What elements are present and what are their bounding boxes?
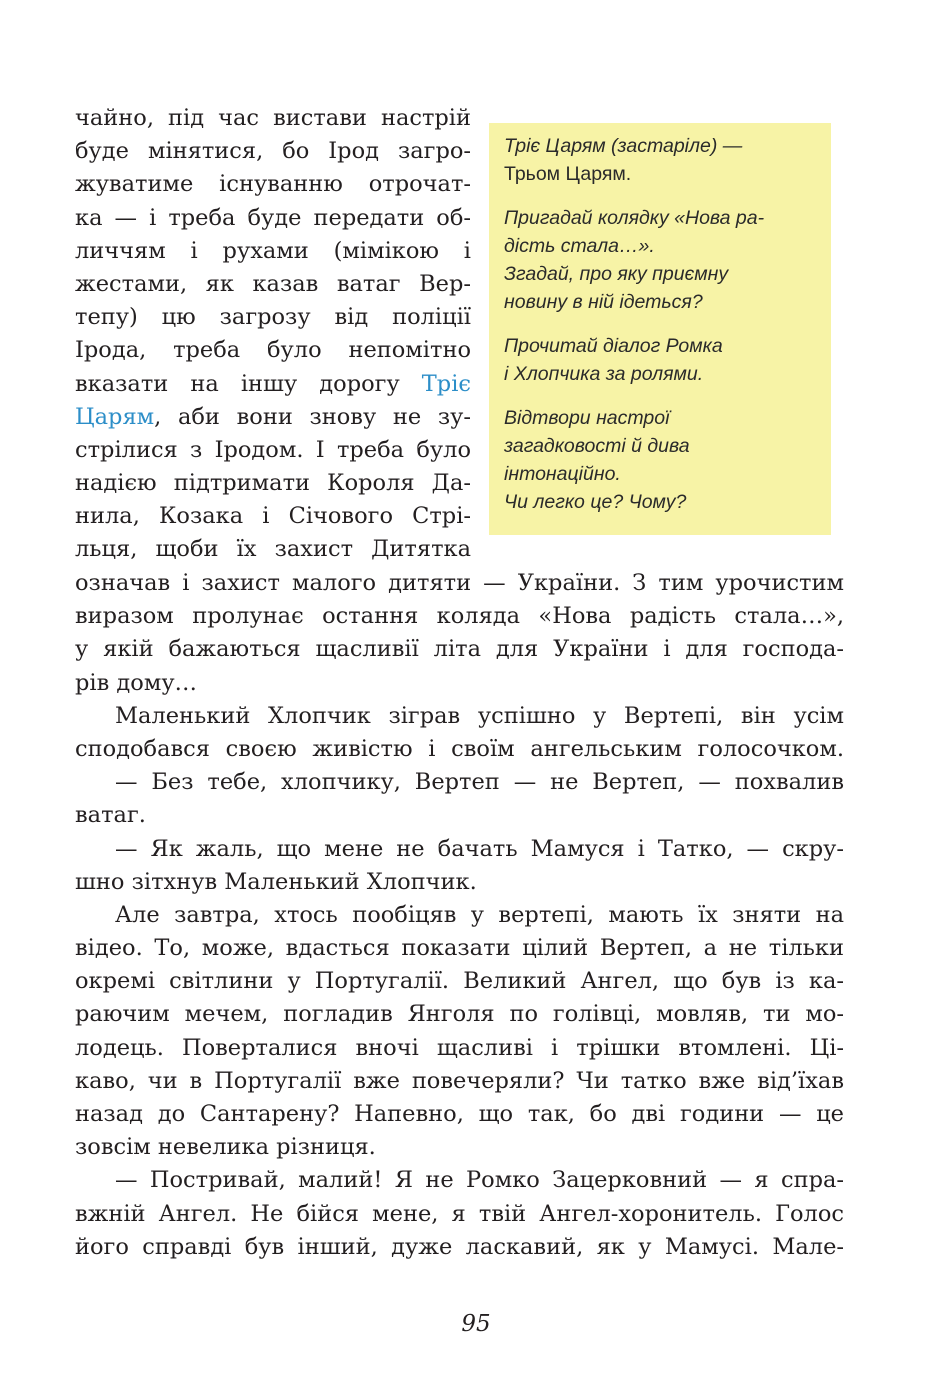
text-line: — Постривай, малий! Я не Ромко Зацерковний — я спра- [115,1167,844,1194]
text-line: надією підтримати Короля Да- [75,470,471,497]
text-line: стрілися з Іродом. І треба було [75,436,471,463]
text-line: сподобався своєю живістю і своїм ангельським голосочком. [75,735,844,762]
question-3: Відтвори настрої загадковості й дива інтонаційно. Чи легко це? Чому? [504,407,690,513]
text-line: каво, чи в Португалії вже повечеряли? Чи татко вже від’їхав [75,1067,844,1094]
text-line: буде мінятися, бо Ірод загро- [75,138,471,165]
text-line: його справді був інший, дуже ласкавий, як у Мамусі. Мале- [75,1233,844,1260]
text-line: жуватиме існуванню отрочат- [75,171,471,198]
text-line: Царям, аби вони знову не зу- [75,403,471,430]
glossary-note [504,132,819,188]
text-line: відео. То, може, вдасться показати цілий Вертеп, а не тільки [75,935,844,962]
text-line: раючим мечем, погладив Янголя по голівці, мовляв, ти мо- [75,1001,844,1028]
text-line: — Без тебе, хлопчику, Вертеп — не Вертеп, — похвалив [115,769,844,796]
text-line: Маленький Хлопчик зіграв успішно у Вертепі, він усім [115,702,844,729]
text-line: шно зітхнув Маленький Хлопчик. [75,868,477,895]
text-line: виразом пролунає остання коляда «Нова радість стала…», [75,603,844,630]
text-line: лодець. Поверталися вночі щасливі і трішки втомлені. Ці- [75,1034,844,1061]
text-line: вжній Ангел. Не бійся мене, я твій Ангел-хоронитель. Голос [75,1200,844,1227]
question-1: Пригадай колядку «Нова ра- дість стала…». Згадай, про яку приємну новину в ній ідеться? [504,207,765,313]
text-line: Але завтра, хтось пообіцяв у вертепі, мають їх зняти на [115,901,844,928]
text-line: льця, щоби їх захист Дитятка [75,536,471,563]
narrow-column-text [75,102,471,567]
text-line: чайно, під час вистави настрій [75,105,471,131]
glossary-term: Тріє Царям (застаріле) — [504,135,743,157]
question-2: Прочитай діалог Ромка і Хлопчика за ролями. [504,335,723,385]
text-line: вказати на іншу дорогу Тріє [75,370,471,397]
text-line: у якій бажаються щасливії літа для України і для господа- [75,636,844,663]
text-line: ка — і треба буде передати об- [75,204,471,231]
glossary-term-highlight: Тріє [421,370,471,397]
text-line: личчям і рухами (мімікою і [75,237,471,264]
text-line: зовсім невелика різниця. [75,1134,376,1161]
text-line: назад до Сантарену? Напевно, що так, бо дві години — це [75,1101,844,1127]
text-line: тепу) цю загрозу від поліції [75,304,471,331]
text-line: ватаг. [75,802,146,829]
text-line: Ірода, треба було непомітно [75,337,471,364]
glossary-definition: Трьом Царям. [504,163,632,185]
text-line: жестами, як казав ватаг Вер- [75,270,471,297]
glossary-term-highlight: Царям [75,403,155,430]
text-line: означав і захист малого дитяти — України. З тим урочистим [75,570,844,596]
text-line: окремі світлини у Португалії. Великий Ангел, що був із ка- [75,968,844,995]
margin-note-box [489,123,831,535]
full-width-text [75,567,844,1264]
page-number: 95 [461,1311,491,1337]
text-line: нила, Козака і Січового Стрі- [75,503,471,530]
text-line: рів дому… [75,669,198,696]
text-line: — Як жаль, що мене не бачать Мамуся і Татко, — скру- [115,835,844,862]
